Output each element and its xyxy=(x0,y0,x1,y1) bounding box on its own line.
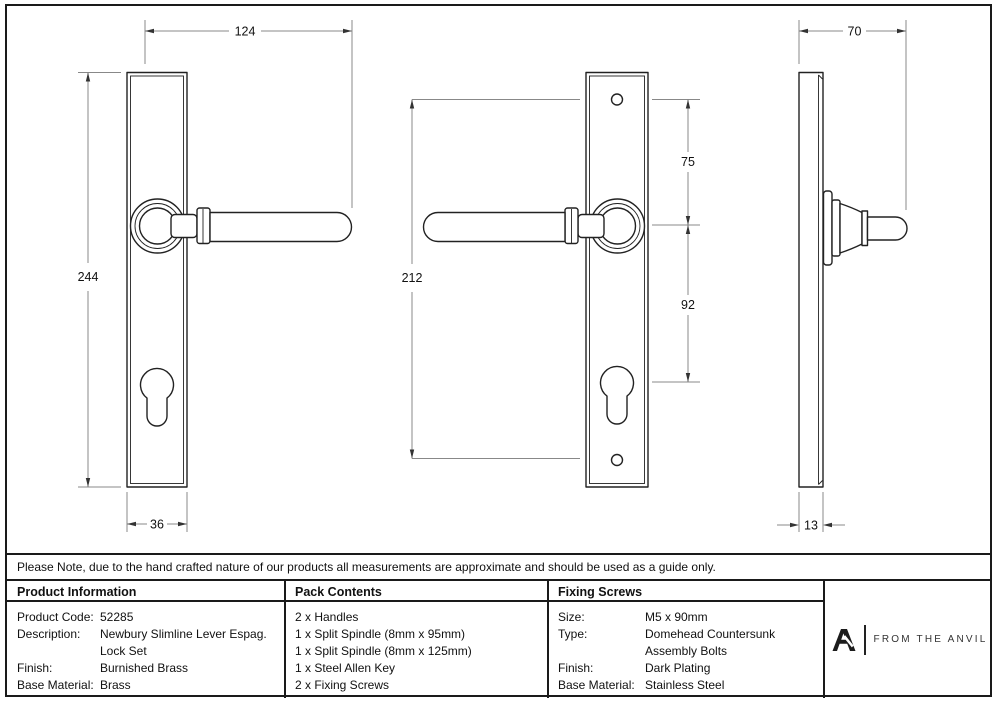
brand-name: FROM THE ANVIL xyxy=(873,634,988,645)
finish-label: Finish: xyxy=(17,661,53,675)
base-material-label: Base Material: xyxy=(17,678,94,692)
table-header-underline xyxy=(5,600,823,602)
note-bar xyxy=(5,553,992,581)
dim-label-124: 124 xyxy=(234,24,256,39)
product-information-header: Product Information xyxy=(17,585,137,599)
screw-base-material-label: Base Material: xyxy=(558,678,635,692)
pack-item-3: 1 x Split Spindle (8mm x 125mm) xyxy=(295,644,472,658)
screw-finish-label: Finish: xyxy=(558,661,594,675)
description-value-line2: Lock Set xyxy=(100,644,147,658)
brand-logo xyxy=(825,581,994,698)
product-code-value: 52285 xyxy=(100,610,134,624)
logo-divider xyxy=(864,625,866,655)
dim-label-75: 75 xyxy=(681,155,695,169)
fixing-screws-header: Fixing Screws xyxy=(558,585,643,599)
dim-label-92: 92 xyxy=(681,298,695,312)
anvil-a-icon xyxy=(832,628,856,652)
screw-type-value-line2: Assembly Bolts xyxy=(645,644,728,658)
dim-label-244: 244 xyxy=(77,270,99,284)
pack-contents-header: Pack Contents xyxy=(295,585,382,599)
description-label: Description: xyxy=(17,627,81,641)
finish-value: Burnished Brass xyxy=(100,661,189,675)
note-text: Please Note, due to the hand crafted nature of our products all measurements are approximate and should be used as a guide only. xyxy=(17,560,716,574)
screw-base-material-value: Stainless Steel xyxy=(645,678,725,692)
pack-item-2: 1 x Split Spindle (8mm x 95mm) xyxy=(295,627,466,641)
dim-label-70: 70 xyxy=(847,24,862,39)
screw-size-label: Size: xyxy=(558,610,585,624)
product-code-label: Product Code: xyxy=(17,610,94,624)
table-divider-2 xyxy=(547,581,549,698)
screw-type-label: Type: xyxy=(558,627,588,641)
dim-label-13: 13 xyxy=(804,518,818,533)
base-material-value: Brass xyxy=(100,678,131,692)
dim-label-212: 212 xyxy=(401,271,423,285)
pack-item-1: 2 x Handles xyxy=(295,610,359,624)
dim-label-36: 36 xyxy=(150,517,164,532)
table-divider-1 xyxy=(284,581,286,698)
screw-finish-value: Dark Plating xyxy=(645,661,711,675)
description-value-line1: Newbury Slimline Lever Espag. xyxy=(100,627,267,641)
pack-item-5: 2 x Fixing Screws xyxy=(295,678,390,692)
screw-type-value-line1: Domehead Countersunk xyxy=(645,627,776,641)
screw-size-value: M5 x 90mm xyxy=(645,610,708,624)
pack-item-4: 1 x Steel Allen Key xyxy=(295,661,396,675)
